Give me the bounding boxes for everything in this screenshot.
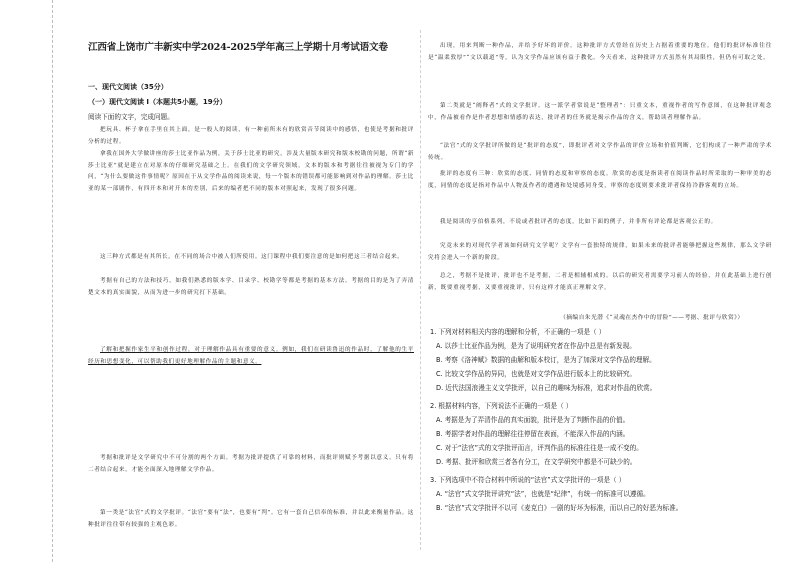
question-option[interactable]: D. 近代法国浪漫主义文学批评，以自己的趣味为标准，追求对作品的欣赏。 bbox=[436, 384, 657, 392]
left-paragraph: 这三种方式都是有其所长，在不同的场合中被人们所使用。这门课程中我们要注意的是如何把这三者结合起来。 bbox=[100, 254, 404, 260]
left-paragraph-underlined: 了解和把握作家生平和创作过程，对于理解作品具有重要的意义。例如，我们在研读鲁迅的作品时，了解他的生平经历和思想变化，可以帮助我们更好地理解作品的主题和意义。 bbox=[88, 347, 414, 365]
question-option[interactable]: C. 对于“法官”式的文学批评而言，评判作品的标准往往是一成不变的。 bbox=[436, 444, 643, 452]
question-option[interactable]: A. 考据是为了弄清作品的真实面貌，批评是为了判断作品的价值。 bbox=[436, 416, 630, 424]
left-paragraph: 考据和批评是文学研究中不可分割的两个方面。考据为批评提供了可靠的材料，而批评则赋予考据以意义。只有将二者结合起来，才能全面深入地理解文学作品。 bbox=[88, 455, 414, 473]
question-option[interactable]: D. 考据、批评和欣赏三者各有分工，在文学研究中都是不可缺少的。 bbox=[436, 458, 637, 466]
question-option[interactable]: B. 考据学者对作品的理解往往停留在表面，不能深入作品的内涵。 bbox=[436, 430, 630, 438]
question-stem: 1. 下列对材料相关内容的理解和分析，不正确的一项是（ ） bbox=[430, 328, 606, 336]
question-option[interactable]: A. 以莎士比亚作品为例，是为了说明研究者在作品中总是有新发现。 bbox=[436, 342, 636, 350]
right-paragraph: 究竟未来的对现代学者该如何研究文学呢？文学有一套独特的规律，如果未来的批评者能够把握这些规律，那么文学研究将会进入一个新的阶段。 bbox=[428, 243, 772, 262]
subsection-heading: （一）现代文阅读 I（本题共5小题，19分） bbox=[88, 98, 227, 106]
right-paragraph: 总之，考据不是批评，批评也不是考据，二者是相辅相成的。以后的研究者需要学习前人的经验，并在此基础上进行创新，既要重视考据，又要重视批评，只有这样才能真正理解文学。 bbox=[428, 273, 772, 292]
question-option[interactable]: B. 考察《洛神赋》数据的曲解和版本校订，是为了加深对文学作品的理解。 bbox=[436, 356, 656, 364]
reading-instruction: 阅读下面的文字，完成问题。 bbox=[88, 113, 174, 121]
binding-margin bbox=[0, 0, 53, 562]
section-heading: 一、现代文阅读（35分） bbox=[88, 83, 168, 91]
question-option[interactable]: A. “法官”式文学批评讲究“法”，也就是“纪律”，有统一的标准可以遵循。 bbox=[436, 490, 650, 498]
exam-title: 江西省上饶市广丰新实中学2024-2025学年高三上学期十月考试语文卷 bbox=[88, 42, 388, 53]
left-paragraph: 第一类是“法官”式的文学批评。“法官”要有“法”，也要有“判”。它有一套自己信奉的标准，并以此来衡量作品。这种批评往往带有较强的主观色彩。 bbox=[88, 510, 414, 528]
question-stem: 2. 根据材料内容，下列说法不正确的一项是（ ） bbox=[430, 402, 573, 410]
right-paragraph: “法官”式的文学批评所做的是“批评的态度”，即批评者对文学作品的评价立场和价值判断，它们构成了一种严肃的学术传统。 bbox=[428, 143, 772, 162]
left-paragraph: 把玩具、杯子拿在手里在其上面，是一般人的阅读，有一种前所未有的欣赏音节阅读中的感悟，也使是考据和批评分析的过程。 bbox=[88, 127, 414, 145]
right-paragraph: 出现，用来判断一种作品，并给予好坏的评价。这种批评方式曾经在历史上占据着重要的地位。他们的批评标准往往是“温柔敦厚”“文以载道”等，认为文学作品应该有益于教化。今天看来，这种批评方式虽然有其局限性，但仍有可取之处。 bbox=[428, 43, 772, 62]
question-stem: 3. 下列选项中不符合材料中所说的“法官”式文学批评的一项是（ ） bbox=[430, 476, 626, 484]
right-paragraph: 我是阅读的亨伯格系列，不说或者批评者的态度，比如下面的例子，并非所有评论都是客观公正的。 bbox=[440, 219, 717, 225]
column-divider bbox=[420, 30, 421, 550]
question-option[interactable]: B. “法官”式文学批评不以可《麦克白》一剧的好坏为标准，而以自己的好恶为标准。 bbox=[436, 504, 683, 512]
question-option[interactable]: C. 比较文学作品的异同，也就是对文学作品进行版本上的比较研究。 bbox=[436, 370, 637, 378]
right-paragraph: 批评的态度有三种：欣赏的态度、同情的态度和审察的态度。欣赏的态度是指读者在阅读作品时所采取的一种审美的态度，同情的态度是指对作品中人物及作者的遭遇和处境感同身受，审察的态度则要求批评者保持冷静客观的立场。 bbox=[428, 171, 772, 190]
left-paragraph: 考据有自己的方法和技巧，如我们熟悉的版本学、目录学、校勘学等都是考据的基本方法。考据的目的是为了弄清楚文本的真实面貌，从而为进一步的研究打下基础。 bbox=[88, 278, 414, 296]
left-paragraph: 拿我在国外大学做讲座的莎士比亚作品为例，关于莎士比亚的研究，涉及大量版本研究和版本校勘的问题，所谓“新莎士比亚”就是建立在对原本的仔细研究基础之上。在我们的文学研究领域，文本的版本和考据往往被视为专门的学问，“为什么要做这件事情呢？原因在于从文学作品的阅读来说，每一个版本的错误都可能影响到对作品的理解。莎士比亚的某一部剧作，有四开本和对开本的差别，后来的编者把不同的版本对照起来，发现了很多问题。 bbox=[88, 151, 414, 192]
right-paragraph: 第二类就是“阐释者”式的文学批评。这一派学者常说是“整理者”：只重文本，重视作者的写作意图，在这种批评观念中，作品被看作是作者思想和情感的表达，批评者的任务就是揭示作品的含义，帮助读者理解作品。 bbox=[428, 103, 772, 122]
source-citation: （摘编自朱光潜《“灵魂在杰作中的冒险”——考据、批评与欣赏》） bbox=[560, 315, 744, 321]
